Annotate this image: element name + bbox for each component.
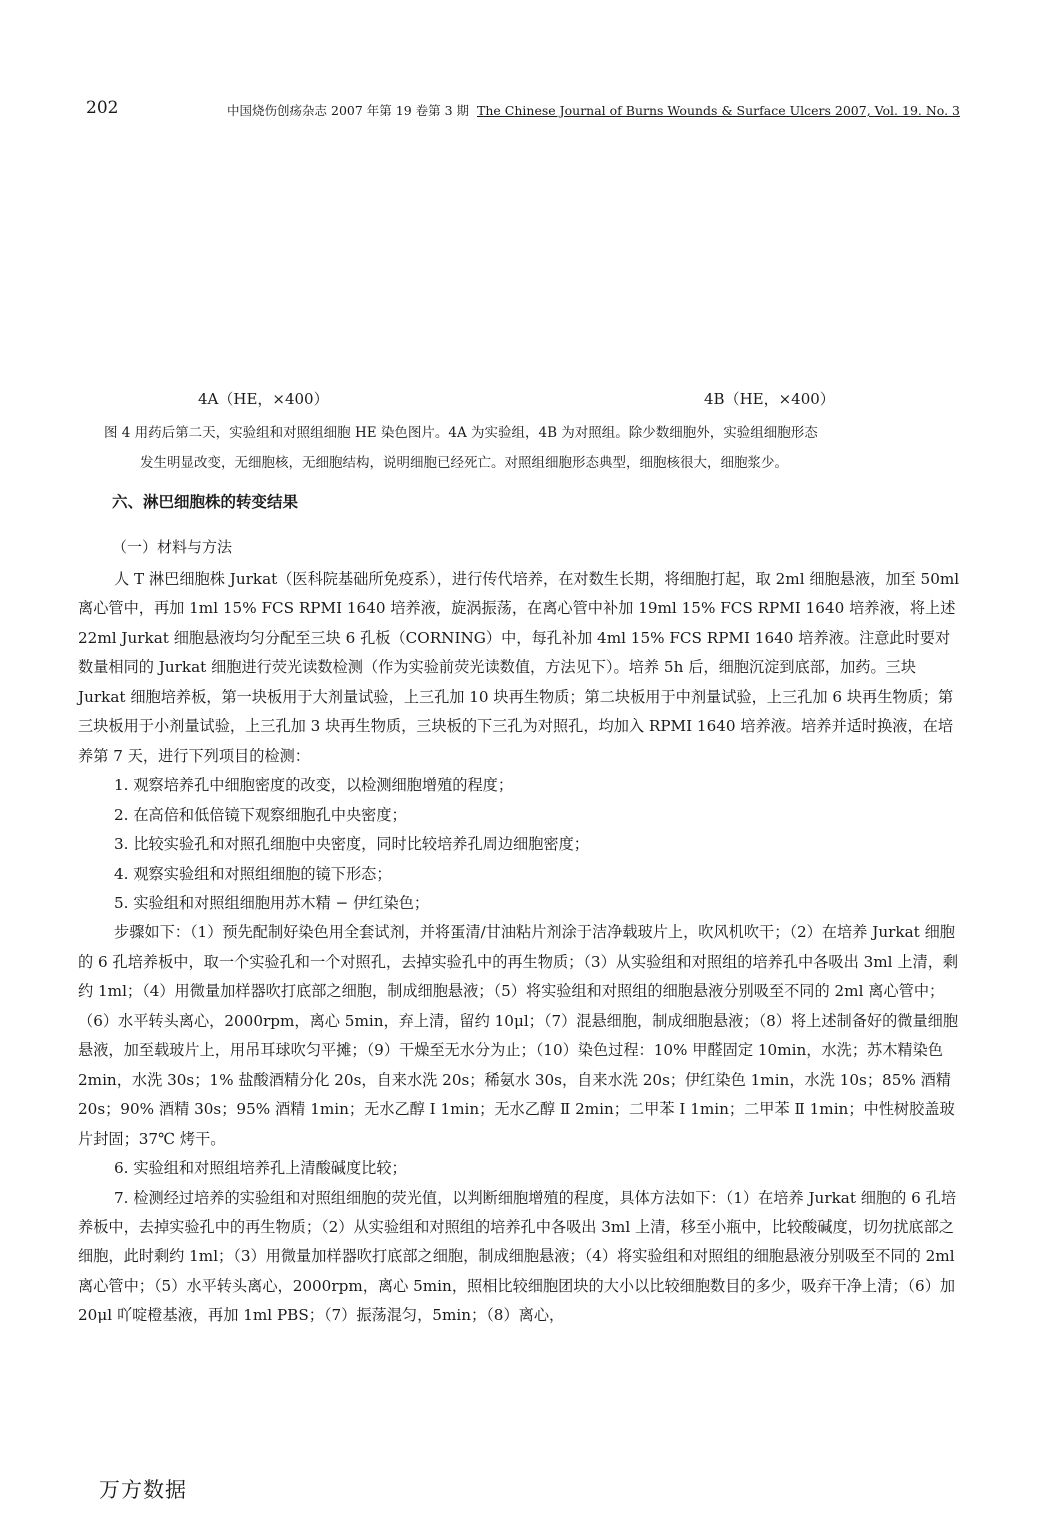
caption-line-1: 图 4 用药后第二天，实验组和对照组细胞 HE 染色图片。4A 为实验组，4B 为对照组。除少数细胞外，实验组细胞形态 xyxy=(104,425,818,441)
running-header xyxy=(86,98,960,122)
wanfang-watermark: 万方数据 xyxy=(99,1478,187,1502)
figure-labels xyxy=(0,388,1046,410)
section-title: 六、淋巴细胞株的转变结果 xyxy=(112,493,299,511)
subsection-heading: （一）材料与方法 xyxy=(112,538,233,556)
journal-citation-en: The Chinese Journal of Burns Wounds & Surface Ulcers 2007, Vol. 19. No. 3 xyxy=(477,103,960,118)
figure-caption xyxy=(104,418,964,478)
figure-label-4b: 4B（HE，×400） xyxy=(704,390,835,408)
list-item-2: 2. 在高倍和低倍镜下观察细胞孔中央密度； xyxy=(114,805,407,824)
list-item-4: 4. 观察实验组和对照组细胞的镜下形态； xyxy=(114,864,392,883)
list-item-7: 7. 检测经过培养的实验组和对照组细胞的荧光值，以判断细胞增殖的程度，具体方法如下：（1）在培养 Jurkat 细胞的 6 孔培养板中，去掉实验孔中的再生物质；（2）从实验组和对照组的培养孔中各吸出 3ml 上清，移至小瓶中，比较酸碱度，切勿扰底部之细胞，此时剩约 1ml；（3）用微量加样器吹打底部之细胞，制成细胞悬液；（4）将实验组和对照组的细胞悬液分别吸至不同的 2ml 离心管中；（5）水平转头离心，2000rpm，离心 5min，照相比较细胞团块的大小以比较细胞数目的多少，吸弃干净上清；（6）加 20μl 吖啶橙基液，再加 1ml PBS；（7）振荡混匀，5min；（8）离心， xyxy=(78,1188,957,1325)
staining-steps-paragraph: 步骤如下：（1）预先配制好染色用全套试剂，并将蛋清/甘油粘片剂涂于洁净载玻片上，吹风机吹干；（2）在培养 Jurkat 细胞的 6 孔培养板中，取一个实验孔和一个对照孔，去掉实验孔中的再生物质；（3）从实验组和对照组的培养孔中各吸出 3ml 上清，剩约 1ml；（4）用微量加样器吹打底部之细胞，制成细胞悬液；（5）将实验组和对照组的细胞悬液分别吸至不同的 2ml 离心管中；（6）水平转头离心，2000rpm，离心 5min，弃上清，留约 10μl；（7）混悬细胞，制成细胞悬液；（8）将上述制备好的微量细胞悬液，加至载玻片上，用吊耳球吹匀平摊；（9）干燥至无水分为止；（10）染色过程：10% 甲醛固定 10min，水洗；苏木精染色 2min，水洗 30s；1% 盐酸酒精分化 20s，自来水洗 20s；稀氨水 30s，自来水洗 20s；伊红染色 1min，水洗 10s；85% 酒精 20s；90% 酒精 30s；95% 酒精 1min；无水乙醇 Ⅰ 1min；无水乙醇 Ⅱ 2min；二甲苯 Ⅰ 1min；二甲苯 Ⅱ 1min；中性树胶盖玻片封固；37℃ 烤干。 xyxy=(78,923,959,1148)
page-number: 202 xyxy=(86,98,119,118)
list-item-3: 3. 比较实验孔和对照孔细胞中央密度，同时比较培养孔周边细胞密度； xyxy=(114,835,589,854)
journal-citation xyxy=(227,101,960,119)
body-text xyxy=(78,565,962,1331)
list-item-6: 6. 实验组和对照组培养孔上清酸碱度比较； xyxy=(114,1159,407,1178)
caption-line-2: 发生明显改变，无细胞核，无细胞结构，说明细胞已经死亡。对照组细胞形态典型，细胞核很大，细胞浆少。 xyxy=(140,455,788,471)
figure-label-4a: 4A（HE，×400） xyxy=(198,390,329,408)
list-item-1: 1. 观察培养孔中细胞密度的改变，以检测细胞增殖的程度； xyxy=(114,776,514,795)
list-item-5: 5. 实验组和对照组细胞用苏木精 − 伊红染色； xyxy=(114,893,430,912)
intro-paragraph: 人 T 淋巴细胞株 Jurkat（医科院基础所免疫系），进行传代培养，在对数生长期，将细胞打起，取 2ml 细胞悬液，加至 50ml 离心管中，再加 1ml 15% FCS RPMI 1640 培养液，旋涡振荡，在离心管中补加 19ml 15% FCS RPMI 1640 培养液，将上述 22ml Jurkat 细胞悬液均匀分配至三块 6 孔板（CORNING）中，每孔补加 4ml 15% FCS RPMI 1640 培养液。注意此时要对数量相同的 Jurkat 细胞进行荧光读数检测（作为实验前荧光读数值，方法见下）。培养 5h 后，细胞沉淀到底部，加药。三块 Jurkat 细胞培养板，第一块板用于大剂量试验，上三孔加 10 块再生物质；第二块板用于中剂量试验，上三孔加 6 块再生物质；第三块板用于小剂量试验，上三孔加 3 块再生物质，三块板的下三孔为对照孔，均加入 RPMI 1640 培养液。培养并适时换液，在培养第 7 天，进行下列项目的检测： xyxy=(78,570,960,765)
journal-citation-cn: 中国烧伤创疡杂志 2007 年第 19 卷第 3 期 xyxy=(227,103,470,118)
